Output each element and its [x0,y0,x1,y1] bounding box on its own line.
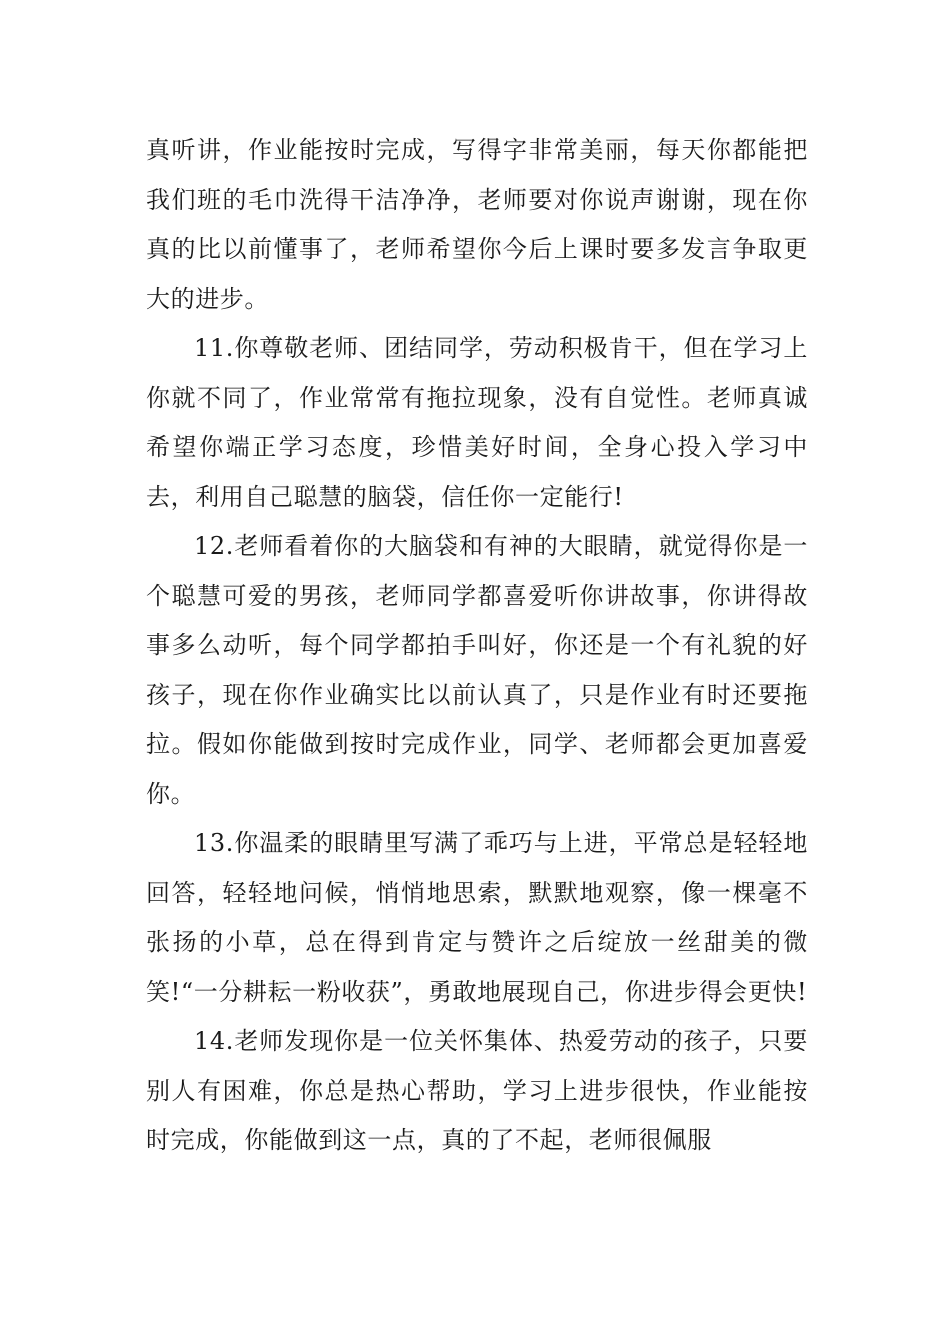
paragraph-13: 13.你温柔的眼睛里写满了乖巧与上进，平常总是轻轻地回答，轻轻地问候，悄悄地思索，默默地观察，像一棵毫不张扬的小草，总在得到肯定与赞许之后绽放一丝甜美的微笑!“一分耕耘一粉收获”，勇敢地展现自己，你进步得会更快! [146,829,808,1006]
paragraph-continued: 真听讲，作业能按时完成，写得字非常美丽，每天你都能把我们班的毛巾洗得干洁净净，老师要对你说声谢谢，现在你真的比以前懂事了，老师希望你今后上课时要多发言争取更大的进步。 [146,136,808,313]
paragraph-14: 14.老师发现你是一位关怀集体、热爱劳动的孩子，只要别人有困难，你总是热心帮助，学习上进步很快，作业能按时完成，你能做到这一点，真的了不起，老师很佩服 [146,1027,808,1154]
document-body [146,126,808,1166]
paragraph-12: 12.老师看着你的大脑袋和有神的大眼睛，就觉得你是一个聪慧可爱的男孩，老师同学都喜爱听你讲故事，你讲得故事多么动听，每个同学都拍手叫好，你还是一个有礼貌的好孩子，现在你作业确实比以前认真了，只是作业有时还要拖拉。假如你能做到按时完成作业，同学、老师都会更加喜爱你。 [146,532,808,808]
paragraph-11: 11.你尊敬老师、团结同学，劳动积极肯干，但在学习上你就不同了，作业常常有拖拉现象，没有自觉性。老师真诚希望你端正学习态度，珍惜美好时间，全身心投入学习中去，利用自己聪慧的脑袋，信任你一定能行! [146,334,808,511]
